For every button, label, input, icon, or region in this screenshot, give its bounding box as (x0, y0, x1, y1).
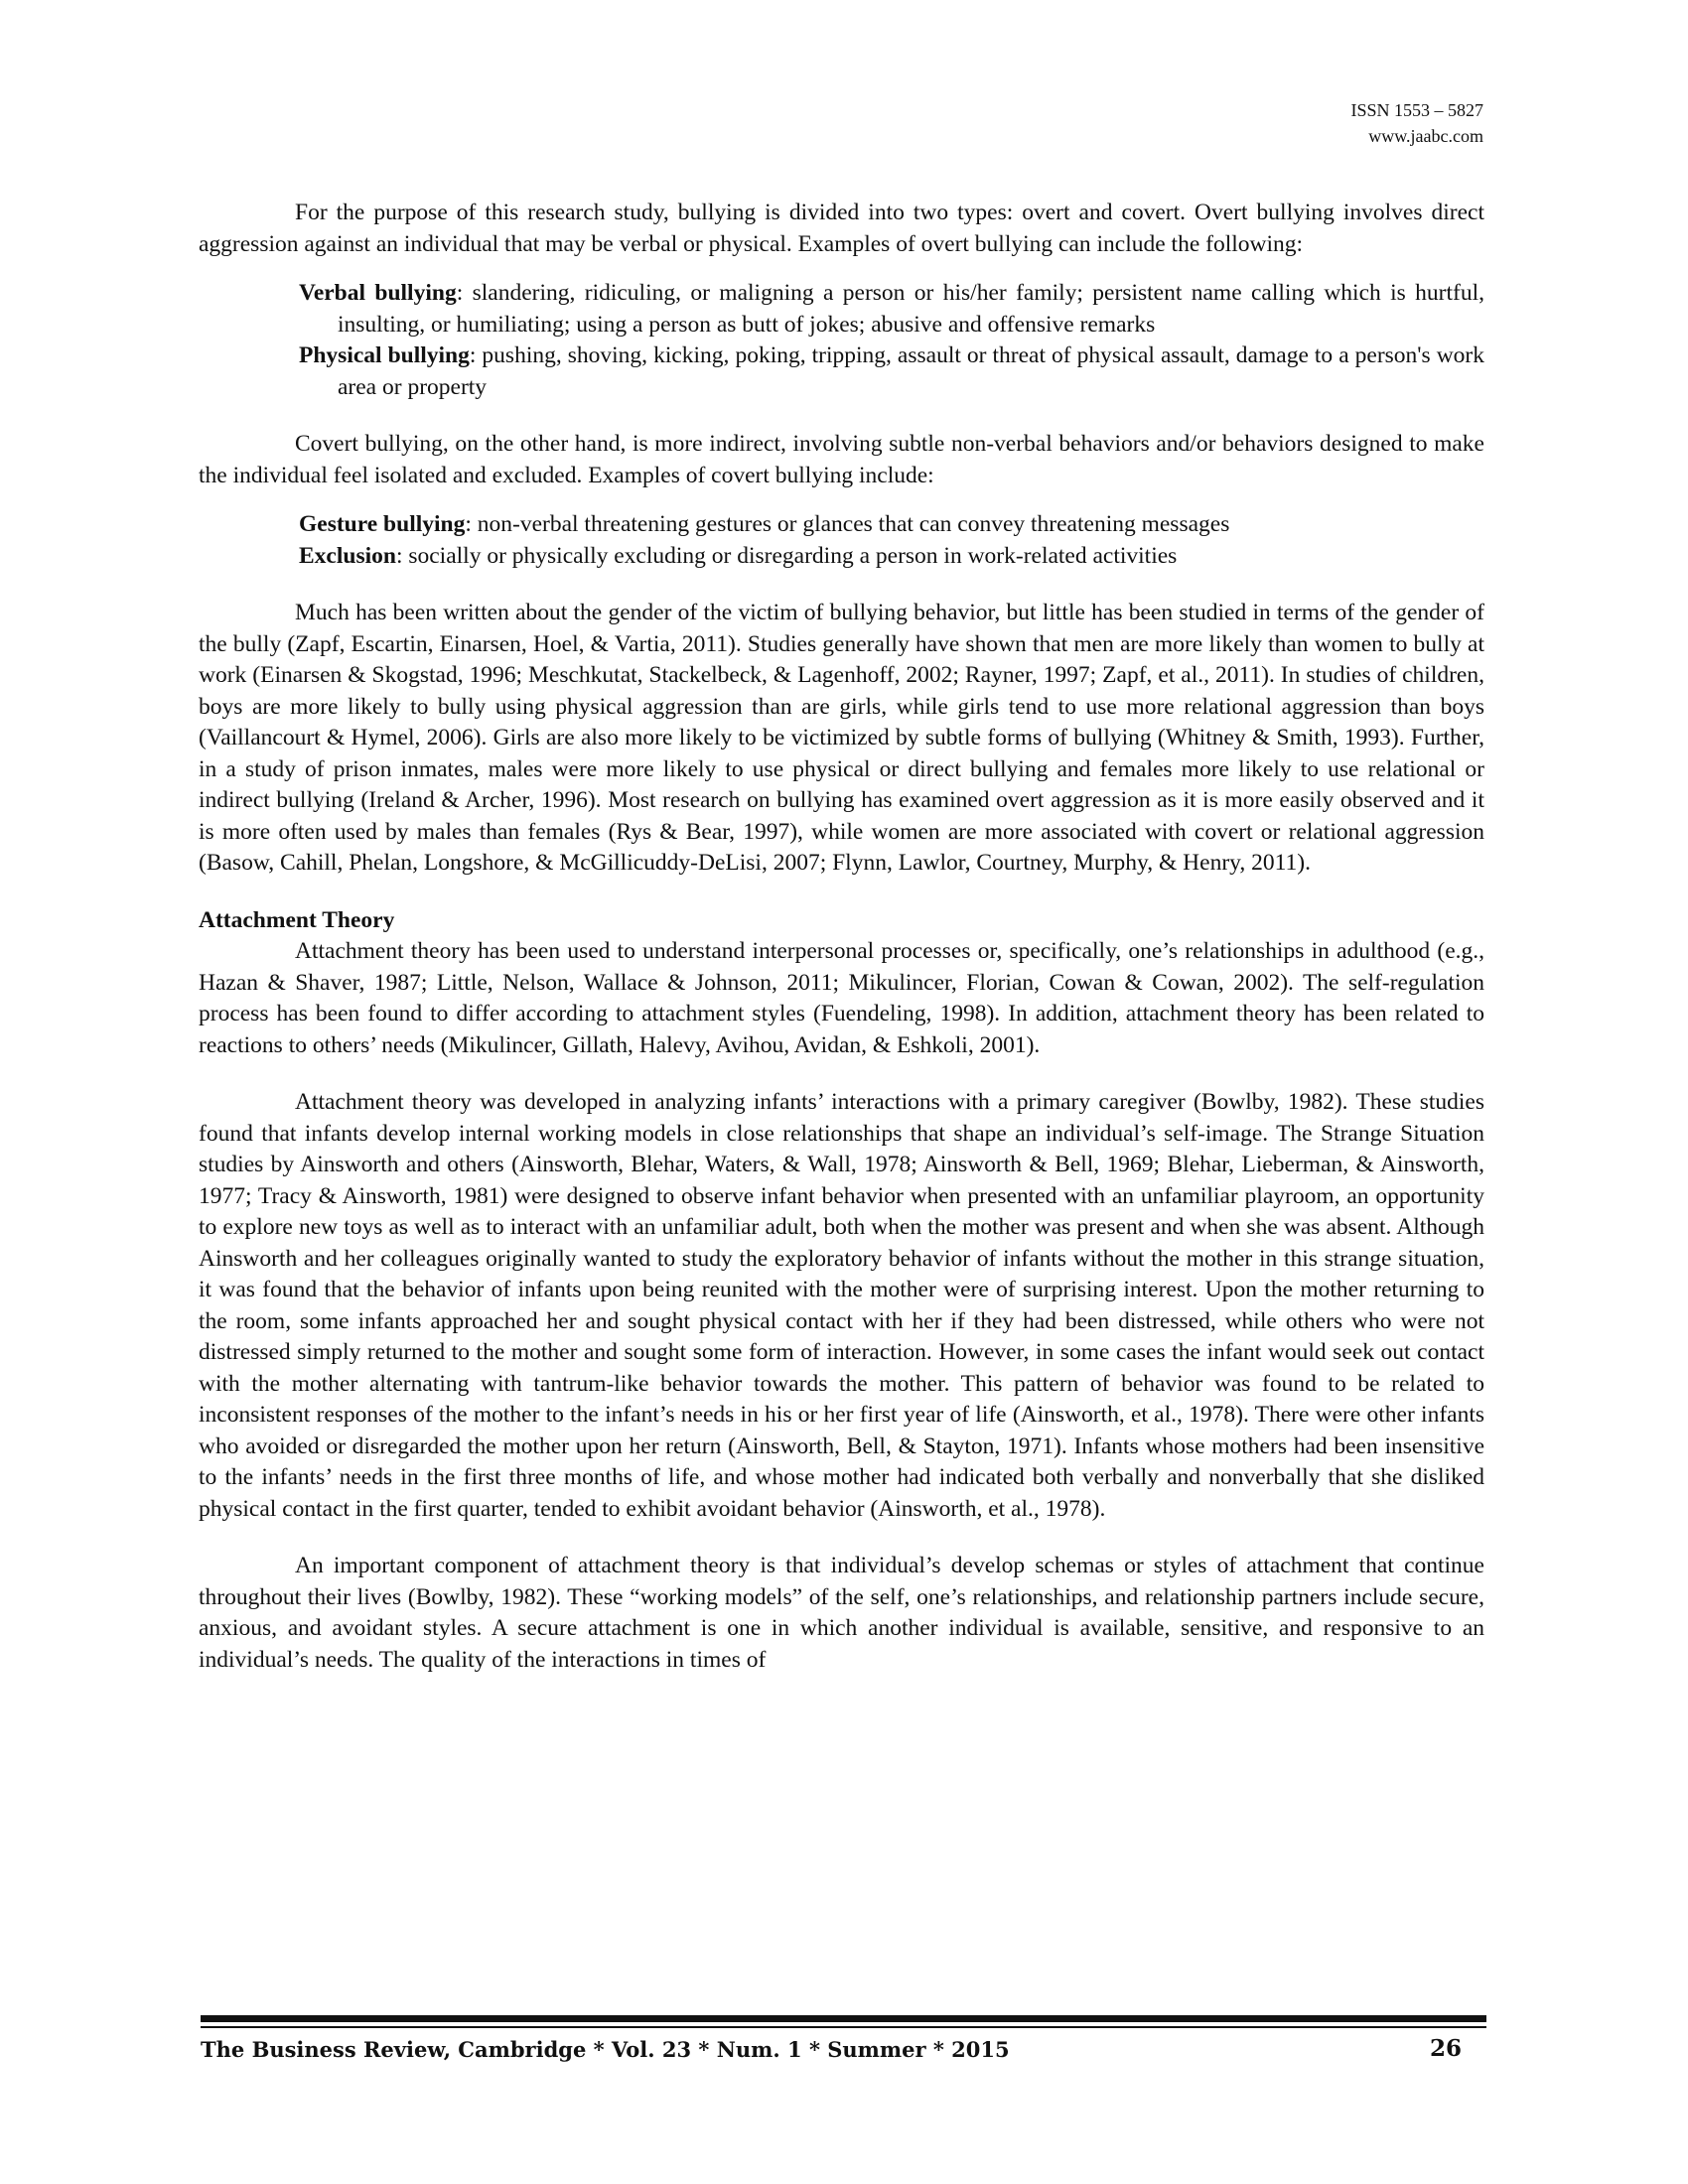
overt-bullying-list (199, 278, 1484, 403)
term-exclusion: Exclusion (299, 542, 396, 569)
article-body (199, 198, 1484, 1676)
definition-verbal-bullying: : slandering, ridiculing, or maligning a person or his/her family; persistent name calling which is hurtful, insulting, or humiliating; using a person as butt of jokes; abusive and offensive remarks (338, 280, 1484, 338)
page-number: 26 (1429, 2035, 1462, 2062)
issn-label: ISSN 1553 – 5827 (1350, 100, 1483, 120)
list-item-gesture-bullying (299, 509, 1484, 541)
running-header (1350, 97, 1483, 149)
paragraph-covert-intro: Covert bullying, on the other hand, is more indirect, involving subtle non-verbal behaviors and/or behaviors designed to make the individual feel isolated and excluded. Examples of covert bullying include: (199, 431, 1484, 488)
term-physical-bullying: Physical bullying (299, 342, 470, 368)
list-item-exclusion (299, 541, 1484, 573)
footer-journal-citation: The Business Review, Cambridge * Vol. 23 * Num. 1 * Summer * 2015 (201, 2037, 1010, 2062)
paragraph-attachment-styles: An important component of attachment theory is that individual’s develop schemas or styles of attachment that continue throughout their lives (Bowlby, 1982). These “working models” of the self, one’s relationships, and relationship partners include secure, anxious, and avoidant styles. A secure attachment is one in which another individual is available, sensitive, and responsive to an individual’s needs. The quality of the interactions in times of (199, 1553, 1484, 1673)
term-verbal-bullying: Verbal bullying (299, 280, 457, 306)
definition-physical-bullying: : pushing, shoving, kicking, poking, tripping, assault or threat of physical assault, damage to a person's work area or property (338, 342, 1484, 400)
list-item-physical-bullying (299, 341, 1484, 403)
heading-attachment-theory: Attachment Theory (199, 906, 395, 933)
website-label: www.jaabc.com (1368, 126, 1483, 146)
paragraph-gender: Much has been written about the gender of the victim of bullying behavior, but little has been studied in terms of the gender of the bully (Zapf, Escartin, Einarsen, Hoel, & Vartia, 2011). Studies generally have shown that men are more likely than women to bully at work (Einarsen & Skogstad, 1996; Meschkutat, Stackelbeck, & Lagenhoff, 2002; Rayner, 1997; Zapf, et al., 2011). In studies of children, boys are more likely to bully using physical aggression than are girls, while girls tend to use more relational aggression than boys (Vaillancourt & Hymel, 2006). Girls are also more likely to be victimized by subtle forms of bullying (Whitney & Smith, 1993). Further, in a study of prison inmates, males were more likely to use physical or direct bullying and females more likely to use relational or indirect bullying (Ireland & Archer, 1996). Most research on bullying has examined overt aggression as it is more easily observed and it is more often used by males than females (Rys & Bear, 1997), while women are more associated with covert or relational aggression (Basow, Cahill, Phelan, Longshore, & McGillicuddy-DeLisi, 2007; Flynn, Lawlor, Courtney, Murphy, & Henry, 2011). (199, 600, 1484, 876)
footer-rule-thick (201, 2015, 1486, 2022)
paragraph-attachment-development: Attachment theory was developed in analyzing infants’ interactions with a primary caregiver (Bowlby, 1982). These studies found that infants develop internal working models in close relationships that shape an individual’s self-image. The Strange Situation studies by Ainsworth and others (Ainsworth, Blehar, Waters, & Wall, 1978; Ainsworth & Bell, 1969; Blehar, Lieberman, & Ainsworth, 1977; Tracy & Ainsworth, 1981) were designed to observe infant behavior when presented with an unfamiliar playroom, an opportunity to explore new toys as well as to interact with an unfamiliar adult, both when the mother was present and when she was absent. Although Ainsworth and her colleagues originally wanted to study the exploratory behavior of infants without the mother in this strange situation, it was found that the behavior of infants upon being reunited with the mother were of surprising interest. Upon the mother returning to the room, some infants approached her and sought physical contact with her if they had been distressed, while others who were not distressed simply returned to the mother and sought some form of interaction. However, in some cases the infant would seek out contact with the mother alternating with tantrum-like behavior towards the mother. This pattern of behavior was found to be related to inconsistent responses of the mother to the infant’s needs in his or her first year of life (Ainsworth, et al., 1978). There were other infants who avoided or disregarded the mother upon her return (Ainsworth, Bell, & Stayton, 1971). Infants whose mothers had been insensitive to the infants’ needs in the first three months of life, and whose mother had indicated both verbally and nonverbally that she disliked physical contact in the first quarter, tended to exhibit avoidant behavior (Ainsworth, et al., 1978). (199, 1089, 1484, 1522)
list-item-verbal-bullying (299, 278, 1484, 341)
term-gesture-bullying: Gesture bullying (299, 511, 466, 537)
definition-gesture-bullying: : non-verbal threatening gestures or glances that can convey threatening messages (465, 511, 1230, 537)
covert-bullying-list (199, 509, 1484, 572)
footer-rule-thin (201, 2026, 1486, 2028)
paragraph-overt-intro: For the purpose of this research study, bullying is divided into two types: overt and covert. Overt bullying involves direct aggression against an individual that may be verbal or physical. Examples of overt bullying can include the following: (199, 200, 1484, 257)
paragraph-attachment-intro: Attachment theory has been used to understand interpersonal processes or, specifically, one’s relationships in adulthood (e.g., Hazan & Shaver, 1987; Little, Nelson, Wallace & Johnson, 2011; Mikulincer, Florian, Cowan & Cowan, 2002). The self-regulation process has been found to differ according to attachment styles (Fuendeling, 1998). In addition, attachment theory has been related to reactions to others’ needs (Mikulincer, Gillath, Halevy, Avihou, Avidan, & Eshkoli, 2001). (199, 938, 1484, 1058)
definition-exclusion: : socially or physically excluding or disregarding a person in work-related activities (395, 542, 1178, 569)
